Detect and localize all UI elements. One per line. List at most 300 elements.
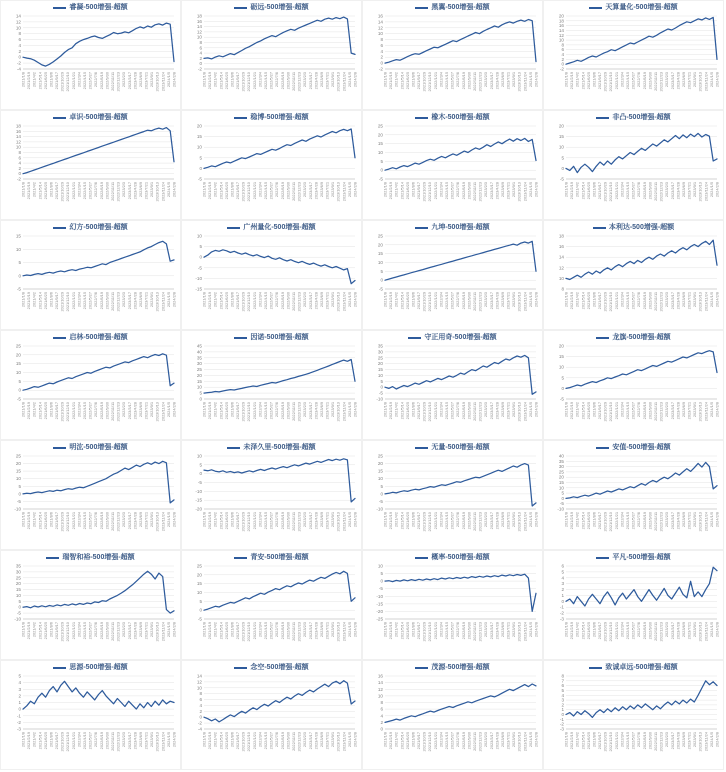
svg-text:2021/9/17: 2021/9/17 <box>597 72 603 90</box>
svg-text:2023/10/13: 2023/10/13 <box>516 622 522 642</box>
svg-text:20: 20 <box>377 361 383 367</box>
chart-plot <box>184 563 359 658</box>
svg-text:10: 10 <box>558 144 564 150</box>
svg-text:5: 5 <box>561 490 564 496</box>
svg-text:2023/11/24: 2023/11/24 <box>703 402 709 422</box>
svg-text:2022/7/8: 2022/7/8 <box>93 732 99 748</box>
chart-title: 明汯-500增强-超额 <box>69 443 128 451</box>
svg-text:2023/10/13: 2023/10/13 <box>697 182 703 202</box>
svg-text:4: 4 <box>561 52 564 57</box>
svg-text:2024/1/5: 2024/1/5 <box>527 622 533 638</box>
svg-text:2022/11/11: 2022/11/11 <box>291 732 296 751</box>
svg-text:2021/9/17: 2021/9/17 <box>54 512 60 530</box>
svg-text:35: 35 <box>15 563 21 569</box>
svg-text:10: 10 <box>196 144 202 150</box>
svg-text:-5: -5 <box>197 176 202 182</box>
chart-header <box>184 442 359 453</box>
series-line <box>385 138 536 170</box>
svg-text:2021/6/25: 2021/6/25 <box>404 402 410 420</box>
chart-title: 守正用奇-500增强-超额 <box>424 333 497 341</box>
svg-text:2022/8/19: 2022/8/19 <box>279 292 285 310</box>
svg-text:2023/9/1: 2023/9/1 <box>149 512 155 528</box>
svg-text:0: 0 <box>561 712 564 717</box>
svg-text:2023/7/21: 2023/7/21 <box>143 402 149 420</box>
svg-text:5: 5 <box>199 155 202 161</box>
y-axis-labels <box>376 564 383 622</box>
svg-text:20: 20 <box>558 343 564 349</box>
svg-text:-5: -5 <box>378 498 383 504</box>
svg-text:2021/1/8: 2021/1/8 <box>201 72 207 88</box>
svg-text:2022/3/4: 2022/3/4 <box>76 182 82 198</box>
svg-text:2023/4/28: 2023/4/28 <box>494 732 500 750</box>
svg-text:2023/2/3: 2023/2/3 <box>664 292 670 308</box>
svg-text:2022/11/11: 2022/11/11 <box>653 622 658 641</box>
svg-text:2022/12/23: 2022/12/23 <box>477 622 483 642</box>
x-axis-labels <box>383 181 539 201</box>
svg-text:6: 6 <box>561 563 564 569</box>
svg-text:2022/12/23: 2022/12/23 <box>115 72 121 92</box>
chart-panel <box>543 0 724 110</box>
series-line <box>23 354 174 390</box>
chart-header <box>546 112 721 123</box>
svg-text:2022/1/21: 2022/1/21 <box>251 622 257 640</box>
svg-text:2023/9/1: 2023/9/1 <box>149 732 155 748</box>
svg-text:2021/10/29: 2021/10/29 <box>240 512 246 532</box>
svg-text:10: 10 <box>558 364 564 370</box>
svg-text:0: 0 <box>561 385 564 391</box>
svg-text:2024/2/8: 2024/2/8 <box>714 512 720 528</box>
svg-text:2022/4/15: 2022/4/15 <box>82 732 87 750</box>
svg-text:30: 30 <box>196 361 202 367</box>
svg-text:2023/3/17: 2023/3/17 <box>307 292 313 310</box>
svg-text:2023/2/3: 2023/2/3 <box>121 622 127 638</box>
svg-text:2022/9/30: 2022/9/30 <box>285 402 291 420</box>
svg-text:2021/10/29: 2021/10/29 <box>421 622 427 642</box>
svg-text:2021/5/14: 2021/5/14 <box>218 622 224 640</box>
svg-text:2021/10/29: 2021/10/29 <box>602 732 608 752</box>
chart-header <box>546 2 721 13</box>
svg-text:5: 5 <box>380 158 383 164</box>
svg-text:2023/7/21: 2023/7/21 <box>324 182 330 200</box>
svg-text:2024/2/8: 2024/2/8 <box>352 292 358 308</box>
svg-text:5: 5 <box>380 571 383 577</box>
chart-plot <box>546 233 721 328</box>
svg-text:0: 0 <box>199 714 202 720</box>
svg-text:2022/3/4: 2022/3/4 <box>438 72 444 88</box>
svg-text:5: 5 <box>18 483 21 489</box>
gridlines <box>23 16 174 69</box>
svg-text:16: 16 <box>377 13 383 19</box>
svg-text:2024/1/5: 2024/1/5 <box>165 72 171 88</box>
svg-text:2021/12/10: 2021/12/10 <box>608 512 614 532</box>
svg-text:2023/4/28: 2023/4/28 <box>675 402 681 420</box>
svg-text:2022/11/11: 2022/11/11 <box>291 182 296 201</box>
svg-text:2022/5/27: 2022/5/27 <box>268 292 274 310</box>
svg-text:2022/7/8: 2022/7/8 <box>455 72 461 88</box>
svg-text:2022/8/19: 2022/8/19 <box>641 622 647 640</box>
svg-text:2023/3/17: 2023/3/17 <box>488 622 494 640</box>
svg-text:2023/10/13: 2023/10/13 <box>154 402 160 422</box>
svg-text:2023/2/3: 2023/2/3 <box>121 72 127 88</box>
svg-text:2022/1/21: 2022/1/21 <box>613 292 619 310</box>
svg-text:25: 25 <box>558 469 564 475</box>
svg-text:2021/4/2: 2021/4/2 <box>212 182 218 198</box>
svg-text:2021/6/25: 2021/6/25 <box>42 512 48 530</box>
svg-text:2022/11/11: 2022/11/11 <box>291 72 296 91</box>
svg-text:2: 2 <box>199 55 202 61</box>
legend-line-icon <box>596 447 609 449</box>
svg-text:2023/6/9: 2023/6/9 <box>137 622 143 638</box>
svg-text:2023/2/3: 2023/2/3 <box>483 732 489 748</box>
svg-text:2021/1/8: 2021/1/8 <box>201 182 207 198</box>
svg-text:2021/10/29: 2021/10/29 <box>602 292 608 312</box>
svg-text:2022/9/30: 2022/9/30 <box>104 292 110 310</box>
svg-text:2022/4/15: 2022/4/15 <box>444 622 449 640</box>
chart-plot <box>3 563 178 658</box>
svg-text:-2: -2 <box>378 66 383 72</box>
svg-text:2022/8/19: 2022/8/19 <box>460 732 466 750</box>
svg-text:2021/12/10: 2021/12/10 <box>65 72 71 92</box>
svg-text:2023/6/9: 2023/6/9 <box>680 292 686 308</box>
svg-text:0: 0 <box>199 471 202 477</box>
svg-text:2023/9/1: 2023/9/1 <box>692 72 698 88</box>
svg-text:2021/8/6: 2021/8/6 <box>591 732 597 748</box>
svg-text:-15: -15 <box>376 601 383 607</box>
svg-text:2022/3/4: 2022/3/4 <box>257 182 263 198</box>
svg-text:2022/11/11: 2022/11/11 <box>472 622 477 641</box>
svg-text:2023/4/28: 2023/4/28 <box>313 402 319 420</box>
svg-text:2021/10/29: 2021/10/29 <box>602 512 608 532</box>
svg-text:4: 4 <box>561 692 564 698</box>
svg-text:2023/3/17: 2023/3/17 <box>488 512 494 530</box>
svg-text:-10: -10 <box>195 275 202 281</box>
svg-text:2: 2 <box>199 708 202 714</box>
svg-text:2022/12/23: 2022/12/23 <box>115 182 121 202</box>
chart-header <box>184 222 359 233</box>
svg-text:2021/2/19: 2021/2/19 <box>26 292 32 310</box>
svg-text:6: 6 <box>199 697 202 703</box>
svg-text:2023/3/17: 2023/3/17 <box>488 72 494 90</box>
svg-text:2023/7/21: 2023/7/21 <box>143 512 149 530</box>
svg-text:2023/7/21: 2023/7/21 <box>686 402 692 420</box>
svg-text:-2: -2 <box>16 60 21 66</box>
svg-text:2024/2/8: 2024/2/8 <box>171 72 177 88</box>
svg-text:-20: -20 <box>376 608 383 614</box>
svg-text:2022/3/4: 2022/3/4 <box>257 402 263 418</box>
gridlines <box>23 676 174 729</box>
svg-text:2021/2/19: 2021/2/19 <box>207 182 213 200</box>
svg-text:2022/4/15: 2022/4/15 <box>263 292 268 310</box>
svg-text:2023/7/21: 2023/7/21 <box>143 72 149 90</box>
svg-text:2023/11/24: 2023/11/24 <box>703 512 709 532</box>
svg-text:2023/11/24: 2023/11/24 <box>522 292 528 312</box>
series-line <box>23 681 174 709</box>
svg-text:2021/2/19: 2021/2/19 <box>569 512 575 530</box>
svg-text:2021/12/10: 2021/12/10 <box>65 622 71 642</box>
svg-text:2023/4/28: 2023/4/28 <box>313 292 319 310</box>
svg-text:-25: -25 <box>376 616 383 622</box>
svg-text:2023/11/24: 2023/11/24 <box>341 402 347 422</box>
svg-text:2021/1/8: 2021/1/8 <box>382 292 388 308</box>
svg-text:25: 25 <box>377 355 383 361</box>
svg-text:2022/9/30: 2022/9/30 <box>647 402 653 420</box>
svg-text:-3: -3 <box>559 726 564 732</box>
svg-text:10: 10 <box>196 453 202 459</box>
svg-text:2024/2/8: 2024/2/8 <box>533 292 539 308</box>
svg-text:2024/1/5: 2024/1/5 <box>708 622 714 638</box>
svg-text:2021/1/8: 2021/1/8 <box>20 72 26 88</box>
svg-text:2023/6/9: 2023/6/9 <box>318 182 324 198</box>
legend-line-icon <box>227 447 240 449</box>
chart-plot <box>3 673 178 768</box>
svg-text:2: 2 <box>18 165 21 171</box>
svg-text:4: 4 <box>199 50 202 56</box>
svg-text:15: 15 <box>15 587 21 593</box>
svg-text:2023/10/13: 2023/10/13 <box>697 622 703 642</box>
svg-text:2022/12/23: 2022/12/23 <box>477 512 483 532</box>
svg-text:2022/8/19: 2022/8/19 <box>460 402 466 420</box>
svg-text:2022/7/8: 2022/7/8 <box>455 182 461 198</box>
svg-text:2021/4/2: 2021/4/2 <box>393 732 399 748</box>
svg-text:2022/8/19: 2022/8/19 <box>641 402 647 420</box>
svg-text:2022/7/8: 2022/7/8 <box>455 402 461 418</box>
legend-line-icon <box>415 227 428 229</box>
svg-text:-5: -5 <box>197 265 202 271</box>
svg-text:2023/9/1: 2023/9/1 <box>511 292 517 308</box>
svg-text:2021/12/10: 2021/12/10 <box>65 292 71 312</box>
svg-text:2022/11/11: 2022/11/11 <box>653 402 658 421</box>
svg-text:2024/1/5: 2024/1/5 <box>165 182 171 198</box>
svg-text:2021/5/14: 2021/5/14 <box>399 72 405 90</box>
svg-text:1: 1 <box>18 700 21 705</box>
svg-text:2021/4/2: 2021/4/2 <box>31 732 37 748</box>
svg-text:2022/11/11: 2022/11/11 <box>291 402 296 421</box>
svg-text:2022/5/27: 2022/5/27 <box>630 72 636 90</box>
svg-text:2021/9/17: 2021/9/17 <box>416 512 422 530</box>
series-line <box>385 574 536 611</box>
svg-text:10: 10 <box>196 590 202 595</box>
svg-text:10: 10 <box>15 25 21 31</box>
svg-text:2021/5/14: 2021/5/14 <box>580 402 586 420</box>
svg-text:2023/10/13: 2023/10/13 <box>516 732 522 752</box>
svg-text:2021/4/2: 2021/4/2 <box>31 292 37 308</box>
chart-title: 无量-500增强-超额 <box>431 443 490 451</box>
svg-text:40: 40 <box>558 453 564 459</box>
svg-text:2023/9/1: 2023/9/1 <box>511 512 517 528</box>
svg-text:2021/4/2: 2021/4/2 <box>212 512 218 528</box>
y-axis-labels <box>378 234 384 292</box>
x-axis-labels <box>202 181 358 201</box>
y-axis-labels <box>16 234 22 292</box>
svg-text:2022/9/30: 2022/9/30 <box>466 182 472 200</box>
svg-text:2024/1/5: 2024/1/5 <box>346 732 352 748</box>
svg-text:2023/10/13: 2023/10/13 <box>335 182 341 202</box>
chart-header <box>365 2 540 13</box>
svg-text:2021/10/29: 2021/10/29 <box>602 72 608 92</box>
svg-text:12: 12 <box>558 265 564 271</box>
svg-text:2022/8/19: 2022/8/19 <box>279 622 285 640</box>
svg-text:2023/3/17: 2023/3/17 <box>669 182 675 200</box>
svg-text:2021/5/14: 2021/5/14 <box>580 732 586 750</box>
svg-text:2023/7/21: 2023/7/21 <box>324 732 330 750</box>
svg-text:2021/8/6: 2021/8/6 <box>591 72 597 88</box>
svg-text:-10: -10 <box>376 593 383 599</box>
svg-text:4: 4 <box>380 713 383 719</box>
svg-text:2021/4/2: 2021/4/2 <box>212 732 218 748</box>
svg-text:2023/9/1: 2023/9/1 <box>330 732 336 748</box>
svg-text:2024/1/5: 2024/1/5 <box>708 72 714 88</box>
svg-text:2022/12/23: 2022/12/23 <box>658 402 664 422</box>
svg-text:2023/6/9: 2023/6/9 <box>680 402 686 418</box>
svg-text:2022/5/27: 2022/5/27 <box>87 732 93 750</box>
svg-text:2021/6/25: 2021/6/25 <box>223 72 229 90</box>
svg-text:2021/5/14: 2021/5/14 <box>399 622 405 640</box>
chart-plot <box>365 563 540 658</box>
svg-text:2021/8/6: 2021/8/6 <box>229 622 235 638</box>
svg-text:35: 35 <box>196 355 202 361</box>
svg-text:2021/9/17: 2021/9/17 <box>416 622 422 640</box>
svg-text:2022/1/21: 2022/1/21 <box>613 732 619 750</box>
chart-panel <box>543 110 724 220</box>
svg-text:2023/11/24: 2023/11/24 <box>522 402 528 422</box>
svg-text:2022/8/19: 2022/8/19 <box>460 182 466 200</box>
chart-header <box>365 112 540 123</box>
svg-text:2022/12/23: 2022/12/23 <box>658 622 664 642</box>
svg-text:2022/11/11: 2022/11/11 <box>472 182 477 201</box>
svg-text:2021/2/19: 2021/2/19 <box>388 72 394 90</box>
svg-text:5: 5 <box>18 598 21 604</box>
svg-text:0: 0 <box>380 384 383 390</box>
svg-text:2022/5/27: 2022/5/27 <box>449 732 455 750</box>
svg-text:10: 10 <box>377 260 383 265</box>
svg-text:2022/12/23: 2022/12/23 <box>296 182 302 202</box>
svg-text:2023/3/17: 2023/3/17 <box>307 732 313 750</box>
svg-text:-5: -5 <box>378 586 383 592</box>
svg-text:2022/5/27: 2022/5/27 <box>87 292 93 310</box>
svg-text:2021/6/25: 2021/6/25 <box>42 292 48 310</box>
x-axis-labels <box>21 511 177 531</box>
svg-text:4: 4 <box>561 575 564 581</box>
svg-text:20: 20 <box>15 352 21 358</box>
svg-text:5: 5 <box>561 375 564 381</box>
svg-text:10: 10 <box>377 150 383 155</box>
svg-text:2023/11/24: 2023/11/24 <box>160 402 166 422</box>
svg-text:8: 8 <box>380 700 383 705</box>
svg-text:2021/4/2: 2021/4/2 <box>212 622 218 638</box>
svg-text:2021/5/14: 2021/5/14 <box>399 292 405 310</box>
svg-text:4: 4 <box>18 42 21 48</box>
series-line <box>23 128 174 174</box>
gridlines <box>385 16 536 69</box>
svg-text:2022/3/4: 2022/3/4 <box>257 512 263 528</box>
svg-text:2021/5/14: 2021/5/14 <box>399 512 405 530</box>
svg-text:2023/6/9: 2023/6/9 <box>137 402 143 418</box>
chart-plot <box>546 563 721 658</box>
svg-text:2022/5/27: 2022/5/27 <box>268 182 274 200</box>
svg-text:2022/12/23: 2022/12/23 <box>477 292 483 312</box>
svg-text:2022/9/30: 2022/9/30 <box>285 72 291 90</box>
gridlines <box>385 676 536 729</box>
svg-text:2023/10/13: 2023/10/13 <box>335 292 341 312</box>
chart-plot <box>184 343 359 438</box>
svg-text:2021/2/19: 2021/2/19 <box>207 622 213 640</box>
svg-text:2023/7/21: 2023/7/21 <box>143 292 149 310</box>
svg-text:2021/1/8: 2021/1/8 <box>563 622 569 638</box>
svg-text:2021/6/25: 2021/6/25 <box>585 732 591 750</box>
svg-text:-10: -10 <box>14 506 21 512</box>
svg-text:4: 4 <box>18 160 21 166</box>
svg-text:2021/9/17: 2021/9/17 <box>54 732 60 750</box>
chart-header <box>3 222 178 233</box>
svg-text:2021/8/6: 2021/8/6 <box>229 512 235 528</box>
svg-text:2022/11/11: 2022/11/11 <box>110 732 115 751</box>
svg-text:2022/8/19: 2022/8/19 <box>460 292 466 310</box>
chart-title: 九坤-500增强-超额 <box>431 223 490 231</box>
svg-text:-5: -5 <box>559 396 564 402</box>
svg-text:2023/6/9: 2023/6/9 <box>680 622 686 638</box>
svg-text:0: 0 <box>380 726 383 732</box>
chart-header <box>3 442 178 453</box>
svg-text:12: 12 <box>196 679 202 685</box>
svg-text:25: 25 <box>196 367 202 373</box>
svg-text:2022/8/19: 2022/8/19 <box>641 72 647 90</box>
svg-text:2022/11/11: 2022/11/11 <box>653 512 658 531</box>
svg-text:2022/9/30: 2022/9/30 <box>647 622 653 640</box>
svg-text:2022/7/8: 2022/7/8 <box>636 72 642 88</box>
svg-text:2023/2/3: 2023/2/3 <box>664 402 670 418</box>
svg-text:2024/2/8: 2024/2/8 <box>352 622 358 638</box>
svg-text:2021/9/17: 2021/9/17 <box>235 182 241 200</box>
svg-text:2021/12/10: 2021/12/10 <box>246 402 252 422</box>
svg-text:2023/7/21: 2023/7/21 <box>505 72 511 90</box>
svg-text:2021/1/8: 2021/1/8 <box>382 622 388 638</box>
svg-text:2022/1/21: 2022/1/21 <box>70 732 76 750</box>
svg-text:-5: -5 <box>378 390 383 396</box>
svg-text:2023/3/17: 2023/3/17 <box>307 512 313 530</box>
chart-header <box>3 662 178 673</box>
svg-text:10: 10 <box>558 275 564 281</box>
svg-text:2021/5/14: 2021/5/14 <box>218 72 224 90</box>
chart-title: 砺远-500增强-超额 <box>250 3 309 11</box>
svg-text:2023/4/28: 2023/4/28 <box>675 622 681 640</box>
chart-panel <box>543 220 724 330</box>
chart-panel <box>181 110 362 220</box>
svg-text:2021/1/8: 2021/1/8 <box>563 72 569 88</box>
svg-text:2021/12/10: 2021/12/10 <box>246 292 252 312</box>
chart-plot <box>365 123 540 218</box>
svg-text:2023/11/24: 2023/11/24 <box>522 622 528 642</box>
svg-text:2021/6/25: 2021/6/25 <box>223 732 229 750</box>
svg-text:2022/11/11: 2022/11/11 <box>472 512 477 531</box>
svg-text:5: 5 <box>561 688 564 693</box>
x-axis-labels <box>202 291 358 311</box>
svg-text:2023/6/9: 2023/6/9 <box>499 292 505 308</box>
svg-text:2023/7/21: 2023/7/21 <box>143 182 149 200</box>
svg-text:2021/10/29: 2021/10/29 <box>421 72 427 92</box>
svg-text:2022/3/4: 2022/3/4 <box>619 182 625 198</box>
svg-text:2021/9/17: 2021/9/17 <box>597 402 603 420</box>
y-axis-labels <box>14 454 21 512</box>
svg-text:2023/4/28: 2023/4/28 <box>313 622 319 640</box>
svg-text:2022/11/11: 2022/11/11 <box>110 402 115 421</box>
svg-text:2022/7/8: 2022/7/8 <box>93 402 99 418</box>
svg-text:2021/12/10: 2021/12/10 <box>608 402 614 422</box>
gridlines <box>204 456 355 509</box>
gridlines <box>204 126 355 179</box>
gridlines <box>23 236 174 289</box>
svg-text:2: 2 <box>561 702 564 708</box>
svg-text:2023/2/3: 2023/2/3 <box>302 512 308 528</box>
